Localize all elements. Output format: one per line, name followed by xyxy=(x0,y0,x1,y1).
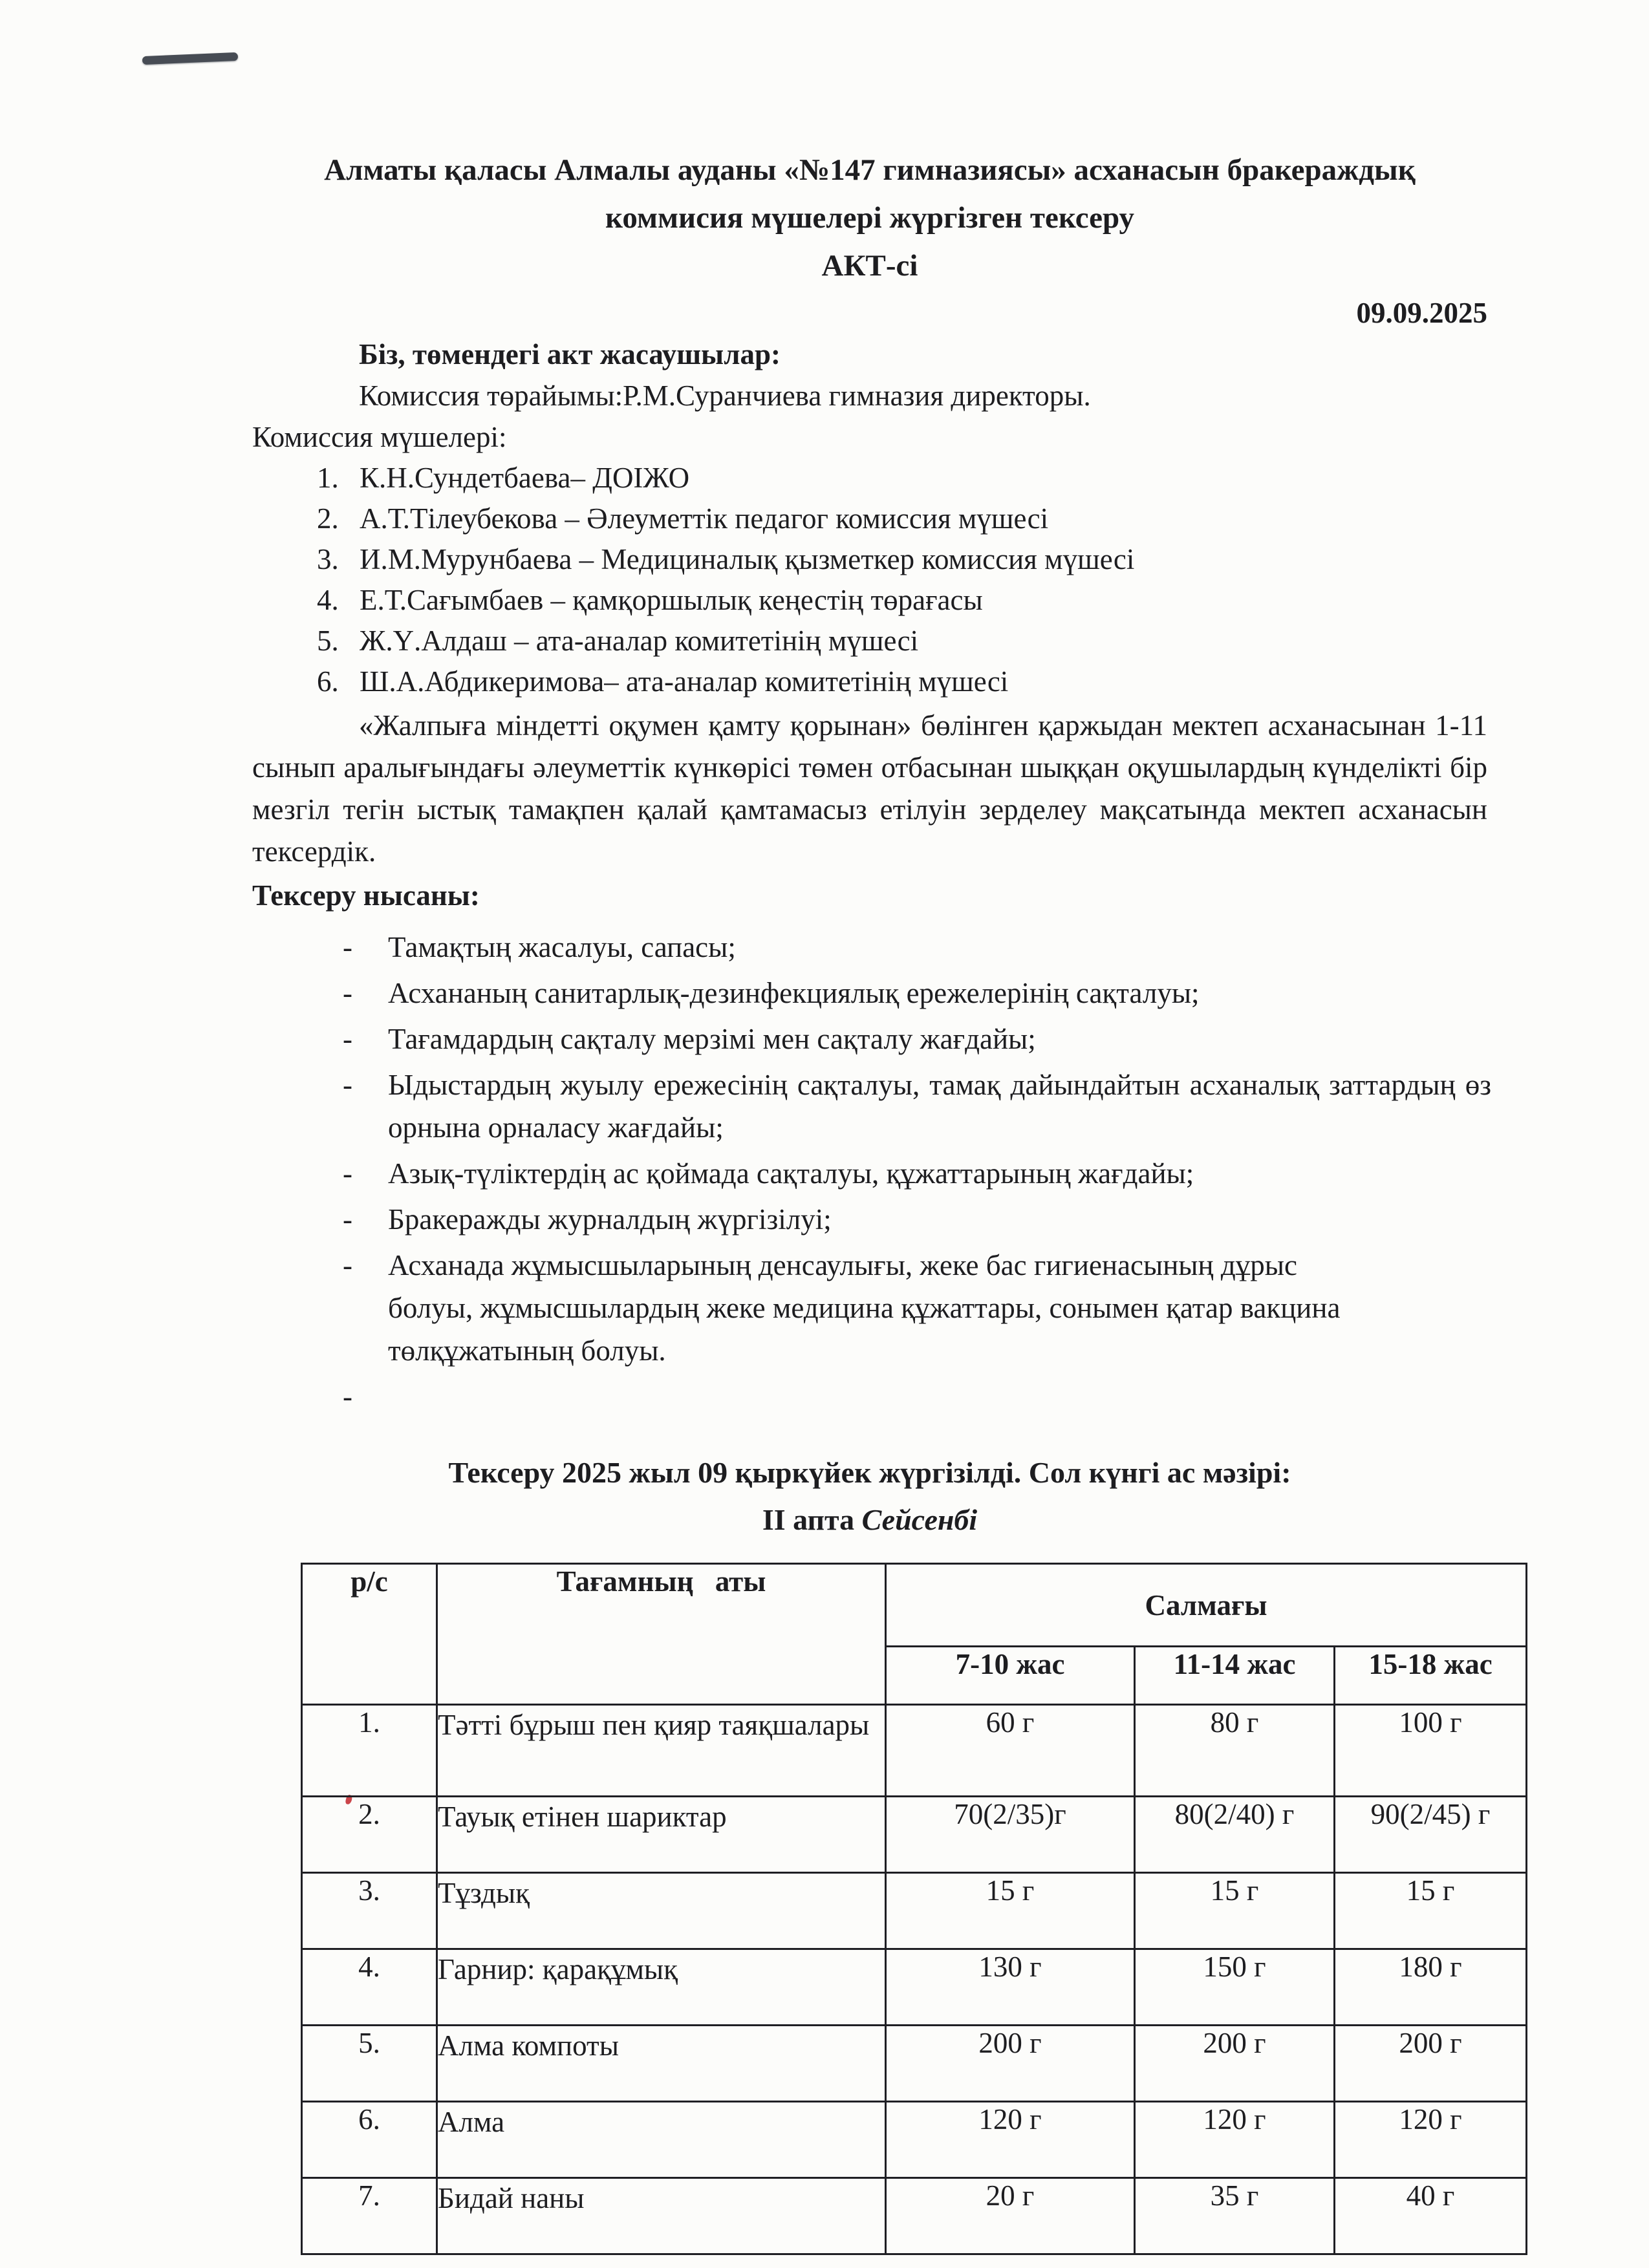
row-number-cell: 2. xyxy=(302,1797,437,1873)
table-row xyxy=(302,2178,1527,2254)
table-row xyxy=(302,1873,1527,1949)
trailing-dash-line xyxy=(252,1375,1529,1418)
row-number-cell: 7. xyxy=(302,2178,437,2254)
header-cell-dish: Тағамның аты xyxy=(437,1564,886,1705)
dish-name-cell: Алма xyxy=(437,2102,886,2178)
weight-cell-age-2: 150 г xyxy=(1135,1949,1335,2026)
row-number-cell: 3. xyxy=(302,1873,437,1949)
header-cell-age-3: 15-18 жас xyxy=(1335,1647,1527,1705)
dish-name-cell: Гарнир: қарақұмық xyxy=(437,1949,886,2026)
inspection-item xyxy=(252,1244,1529,1372)
dish-name-cell: Алма компоты xyxy=(437,2026,886,2102)
members-label: Комиссия мүшелері: xyxy=(252,421,507,453)
table-row xyxy=(302,1797,1527,1873)
title-line-2: коммисия мүшелері жүргізген тексеру xyxy=(605,201,1135,235)
member-number: 2. xyxy=(317,502,339,535)
member-number: 3. xyxy=(317,543,339,575)
act-makers-heading: Біз, төмендегі акт жасаушылар: xyxy=(359,338,781,370)
menu-subheading xyxy=(252,1499,1487,1541)
weight-cell-age-1: 70(2/35)г xyxy=(886,1797,1135,1873)
scan-artifact-mark xyxy=(142,52,238,65)
weight-cell-age-3: 200 г xyxy=(1335,2026,1527,2102)
inspection-item xyxy=(252,1018,1529,1060)
dash-marker: - xyxy=(343,1380,352,1413)
weight-cell-age-2: 35 г xyxy=(1135,2178,1335,2254)
member-item xyxy=(252,458,1529,498)
dash-marker: - xyxy=(343,1249,352,1281)
row-number-cell: 6. xyxy=(302,2102,437,2178)
weight-cell-age-1: 15 г xyxy=(886,1873,1135,1949)
title-line-1: Алматы қаласы Алмалы ауданы «№147 гимназиясы» асханасын бракераждық xyxy=(324,153,1416,187)
member-text: К.Н.Сундетбаева– ДОІЖО xyxy=(360,462,690,494)
table-header-row xyxy=(302,1564,1527,1647)
table-row xyxy=(302,1949,1527,2026)
dish-name-cell: Бидай наны xyxy=(437,2178,886,2254)
weight-cell-age-1: 60 г xyxy=(886,1705,1135,1797)
member-text: А.Т.Тілеубекова – Әлеуметтік педагог комиссия мүшесі xyxy=(360,502,1049,535)
menu-heading: Тексеру 2025 жыл 09 қыркүйек жүргізілді. Сол күнгі ас мәзірі: xyxy=(448,1456,1291,1489)
row-number-cell: 5. xyxy=(302,2026,437,2102)
weight-cell-age-3: 100 г xyxy=(1335,1705,1527,1797)
menu-table-body xyxy=(302,1564,1527,2254)
weight-cell-age-2: 200 г xyxy=(1135,2026,1335,2102)
member-text: Ж.Ү.Алдаш – ата-аналар комитетінің мүшесі xyxy=(360,625,919,657)
header-cell-age-2: 11-14 жас xyxy=(1135,1647,1335,1705)
member-item xyxy=(252,621,1529,661)
inspection-item xyxy=(252,972,1529,1014)
dash-marker: - xyxy=(343,1203,352,1236)
weight-cell-age-1: 20 г xyxy=(886,2178,1135,2254)
weight-cell-age-3: 40 г xyxy=(1335,2178,1527,2254)
member-item xyxy=(252,498,1529,539)
dash-marker: - xyxy=(343,1157,352,1190)
member-item xyxy=(252,580,1529,621)
weight-cell-age-2: 80(2/40) г xyxy=(1135,1797,1335,1873)
dash-marker: - xyxy=(343,1023,352,1055)
table-row xyxy=(302,2026,1527,2102)
weight-cell-age-1: 120 г xyxy=(886,2102,1135,2178)
weight-cell-age-1: 200 г xyxy=(886,2026,1135,2102)
inspection-item-text: Асханада жұмысшыларының денсаулығы, жеке бас гигиенасының дұрыс болуы, жұмысшылардың жеке медицина құжаттары, сонымен қатар вакцина төлқұжатының болуы. xyxy=(388,1249,1341,1367)
inspection-item xyxy=(252,1198,1529,1241)
document-title xyxy=(252,146,1487,290)
member-number: 6. xyxy=(317,665,339,698)
document-date: 09.09.2025 xyxy=(1356,297,1487,329)
dish-name-cell: Тұздық xyxy=(437,1873,886,1949)
dash-marker: - xyxy=(343,977,352,1009)
dish-name-cell: Тауық етінен шариктар xyxy=(437,1797,886,1873)
purpose-paragraph: «Жалпыға міндетті оқумен қамту қорынан» бөлінген қаржыдан мектеп асханасынан 1-11 сынып аралығындағы әлеуметтік күнкөрісі төмен отбасынан шыққан оқушылардың күнделікті бір мезгіл тегін ыстық тамақпен қалай қамтамасыз етілуін зерделеу мақсатында мектеп асханасын тексердік. xyxy=(252,709,1487,868)
member-number: 4. xyxy=(317,584,339,616)
member-text: Ш.А.Абдикеримова– ата-аналар комитетінің мүшесі xyxy=(360,665,1009,698)
commission-chair: Комиссия төрайымы:Р.М.Суранчиева гимназия директоры. xyxy=(359,380,1091,412)
weight-cell-age-1: 130 г xyxy=(886,1949,1135,2026)
inspection-items-list xyxy=(252,926,1529,1418)
header-cell-age-1: 7-10 жас xyxy=(886,1647,1135,1705)
member-number: 5. xyxy=(317,625,339,657)
dash-marker: - xyxy=(343,931,352,963)
table-row xyxy=(302,1705,1527,1797)
dash-marker: - xyxy=(343,1069,352,1101)
inspection-item-text: Ыдыстардың жуылу ережесінің сақталуы, тамақ дайындайтын асханалық заттардың өз орнына орналасу жағдайы; xyxy=(388,1069,1491,1144)
inspection-item xyxy=(252,926,1529,968)
weight-cell-age-3: 90(2/45) г xyxy=(1335,1797,1527,1873)
weight-cell-age-3: 180 г xyxy=(1335,1949,1527,2026)
document-content xyxy=(252,146,1529,2255)
header-cell-weight-group: Салмағы xyxy=(886,1564,1527,1647)
inspection-item xyxy=(252,1064,1529,1149)
row-number-cell: 1. xyxy=(302,1705,437,1797)
commission-members-list xyxy=(252,458,1529,702)
inspection-item-text: Асхананың санитарлық-дезинфекциялық ережелерінің сақталуы; xyxy=(388,977,1200,1009)
row-number-cell: 4. xyxy=(302,1949,437,2026)
inspection-item-text: Азық-түліктердің ас қоймада сақталуы, құжаттарының жағдайы; xyxy=(388,1157,1194,1190)
inspection-heading: Тексеру нысаны: xyxy=(252,879,480,912)
member-number: 1. xyxy=(317,462,339,494)
member-text: Е.Т.Сағымбаев – қамқоршылық кеңестің төрағасы xyxy=(360,584,983,616)
member-text: И.М.Мурунбаева – Медициналық қызметкер комиссия мүшесі xyxy=(360,543,1135,575)
inspection-item-text: Тамақтың жасалуы, сапасы; xyxy=(388,931,736,963)
inspection-item-text: Бракеражды журналдың жүргізілуі; xyxy=(388,1203,832,1236)
weight-cell-age-2: 15 г xyxy=(1135,1873,1335,1949)
member-item xyxy=(252,661,1529,702)
weight-cell-age-2: 80 г xyxy=(1135,1705,1335,1797)
inspection-item-text: Тағамдардың сақталу мерзімі мен сақталу жағдайы; xyxy=(388,1023,1036,1055)
weight-cell-age-3: 120 г xyxy=(1335,2102,1527,2178)
table-row xyxy=(302,2102,1527,2178)
weight-cell-age-3: 15 г xyxy=(1335,1873,1527,1949)
inspection-item xyxy=(252,1152,1529,1195)
header-cell-number: р/с xyxy=(302,1564,437,1705)
dish-name-cell: Тәтті бұрыш пен қияр таяқшалары xyxy=(437,1705,886,1797)
member-item xyxy=(252,539,1529,580)
menu-table xyxy=(301,1563,1527,2255)
title-line-3: АКТ-сі xyxy=(821,249,918,283)
menu-day-label: Сейсенбі xyxy=(861,1503,978,1536)
weight-cell-age-2: 120 г xyxy=(1135,2102,1335,2178)
menu-week-label: ІІ апта xyxy=(762,1503,855,1536)
